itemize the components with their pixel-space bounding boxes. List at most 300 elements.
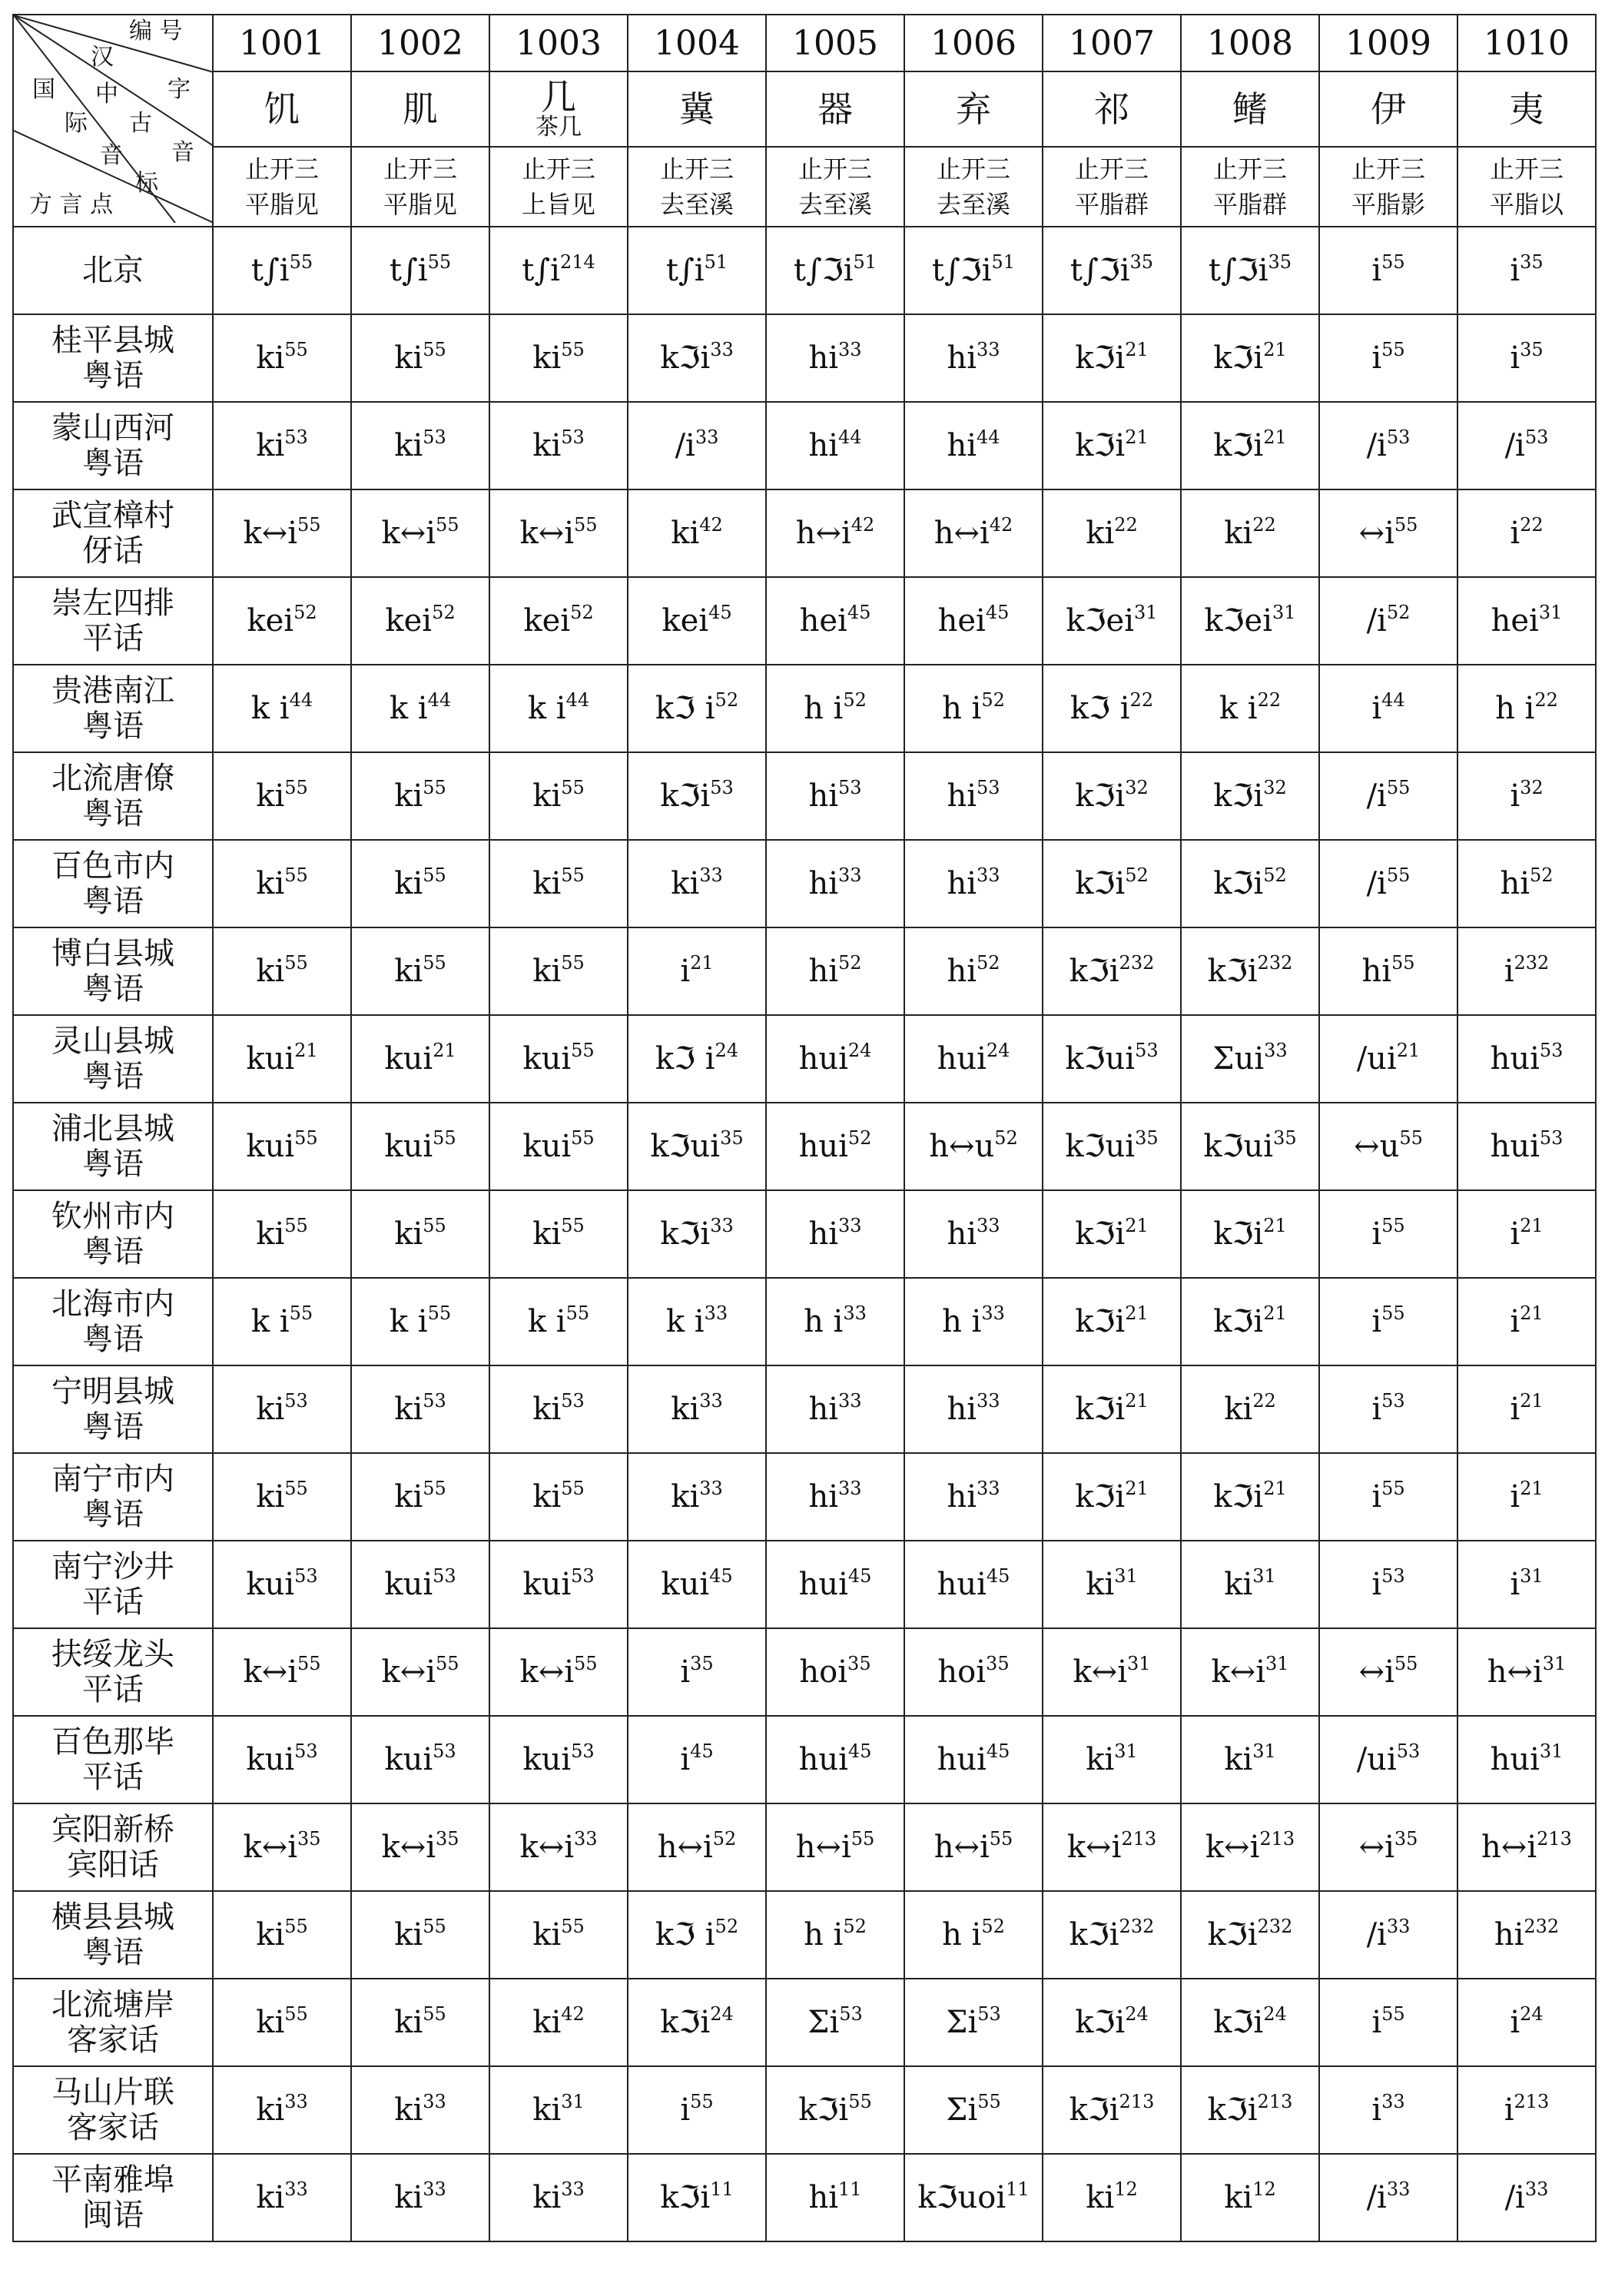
tone-number: 24: [715, 1040, 739, 1061]
column-character-cell: [1181, 71, 1319, 147]
pronunciation-segment: kℑi: [1075, 1304, 1126, 1339]
tone-number: 53: [1381, 1390, 1405, 1412]
tone-number: 35: [436, 1828, 459, 1850]
pronunciation-segment: i: [1510, 2005, 1520, 2040]
pronunciation-segment: kℑi: [1075, 866, 1126, 901]
dialect-location-line: 闽语: [82, 2198, 144, 2233]
middle-chinese-line: 止开三: [383, 154, 457, 184]
tone-number: 44: [977, 426, 1000, 448]
pronunciation-segment: kui: [246, 1742, 295, 1777]
pronunciation-segment: kℑi: [1069, 954, 1119, 989]
tone-number: 213: [1514, 2091, 1550, 2112]
pronunciation-segment: i: [1371, 691, 1382, 726]
pronunciation-cell: [351, 752, 489, 840]
tone-number: 44: [289, 689, 313, 711]
pronunciation-segment: i: [1371, 1392, 1382, 1427]
column-character-cell: [1457, 71, 1596, 147]
tone-number: 35: [986, 1653, 1010, 1674]
dialect-location-line: 平话: [82, 621, 144, 656]
pronunciation-segment: kℑi: [660, 778, 711, 814]
pronunciation-cell: [1319, 2066, 1457, 2154]
pronunciation-cell: [628, 1979, 766, 2066]
middle-chinese-line: 止开三: [936, 154, 1010, 184]
pronunciation-segment: ki: [256, 340, 285, 376]
tone-number: 213: [1257, 2091, 1293, 2112]
middle-chinese-line: 平脂影: [1351, 190, 1425, 219]
pronunciation-cell: [628, 1716, 766, 1803]
tone-number: 55: [284, 1478, 308, 1499]
tone-number: 55: [423, 864, 446, 886]
dialect-location-line: 武宣樟村: [51, 498, 174, 533]
pronunciation-cell: [1319, 1015, 1457, 1103]
column-number-cell: [213, 15, 351, 71]
pronunciation-segment: kℑui: [650, 1129, 721, 1164]
pronunciation-segment: k↔i: [519, 1830, 574, 1865]
tone-number: 24: [710, 2003, 734, 2025]
column-number: 1004: [654, 23, 740, 63]
pronunciation-cell: [766, 227, 904, 314]
column-character-cell: [489, 71, 628, 147]
tone-number: 55: [297, 1653, 321, 1674]
pronunciation-cell: [213, 665, 351, 752]
pronunciation-cell: [351, 2154, 489, 2241]
pronunciation-segment: ki: [394, 1479, 423, 1515]
pronunciation-cell: [213, 1015, 351, 1103]
pronunciation-segment: i: [1510, 778, 1520, 814]
pronunciation-cell: [1457, 1278, 1596, 1365]
pronunciation-cell: [1457, 1628, 1596, 1716]
tone-number: 53: [423, 1390, 446, 1412]
tone-number: 21: [1520, 1302, 1544, 1324]
pronunciation-segment: t∫i: [389, 253, 428, 288]
dialect-location-line: 灵山县城: [51, 1024, 174, 1059]
pronunciation-segment: hui: [1490, 1041, 1540, 1077]
tone-number: 53: [839, 2003, 863, 2025]
pronunciation-cell: [1457, 1541, 1596, 1628]
pronunciation-segment: /i: [1366, 866, 1387, 901]
dialect-location-line: 蒙山西河: [51, 410, 174, 446]
column-character: 饥: [264, 88, 300, 130]
pronunciation-segment: k i: [527, 691, 566, 726]
pronunciation-cell: [213, 1103, 351, 1190]
pronunciation-segment: kℑi: [1213, 866, 1264, 901]
middle-chinese-line: 平脂群: [1212, 190, 1287, 219]
table-row: [13, 1453, 1596, 1541]
tone-number: 33: [1386, 2178, 1411, 2200]
table-row: [13, 1979, 1596, 2066]
pronunciation-cell: [1181, 752, 1319, 840]
tone-number: 53: [1524, 426, 1549, 448]
tone-number: 24: [1520, 2003, 1544, 2025]
tone-number: 55: [1394, 514, 1418, 536]
tone-number: 53: [571, 1565, 595, 1587]
pronunciation-segment: kℑi: [660, 1216, 711, 1252]
pronunciation-cell: [489, 2154, 628, 2241]
dialect-location-cell: [13, 927, 213, 1015]
pronunciation-cell: [766, 1103, 904, 1190]
pronunciation-cell: [1319, 1979, 1457, 2066]
column-number: 1009: [1345, 23, 1431, 63]
pronunciation-cell: [766, 1628, 904, 1716]
pronunciation-cell: [766, 1979, 904, 2066]
tone-number: 45: [985, 602, 1010, 623]
pronunciation-segment: ki: [532, 340, 562, 376]
pronunciation-segment: hi: [947, 778, 977, 814]
pronunciation-segment: h i: [942, 1917, 982, 1953]
pronunciation-cell: [766, 1365, 904, 1453]
tone-number: 44: [427, 689, 452, 711]
pronunciation-cell: [766, 402, 904, 489]
pronunciation-cell: [489, 1015, 628, 1103]
tone-number: 55: [433, 1127, 456, 1149]
pronunciation-segment: kℑ i: [655, 1041, 715, 1077]
pronunciation-segment: hui: [937, 1041, 987, 1077]
pronunciation-segment: ki: [256, 954, 285, 989]
tone-number: 33: [423, 2178, 446, 2200]
tone-number: 55: [848, 2091, 872, 2112]
column-number: 1010: [1484, 23, 1570, 63]
pronunciation-cell: [351, 489, 489, 577]
tone-number: 51: [853, 251, 877, 273]
dialect-location-line: 伢话: [82, 533, 144, 569]
pronunciation-segment: ki: [256, 1216, 285, 1252]
pronunciation-segment: k↔i: [381, 1830, 436, 1865]
pronunciation-segment: ↔i: [1358, 516, 1394, 551]
tone-number: 22: [1534, 689, 1558, 711]
table-row: [13, 1103, 1596, 1190]
pronunciation-cell: [1043, 1015, 1181, 1103]
column-number-cell: [904, 15, 1043, 71]
pronunciation-cell: [766, 577, 904, 665]
pronunciation-segment: kui: [522, 1129, 572, 1164]
tone-number: 53: [561, 426, 585, 448]
pronunciation-segment: i: [1510, 1304, 1520, 1339]
tone-number: 21: [1125, 1478, 1149, 1499]
tone-number: 35: [1135, 1127, 1159, 1149]
pronunciation-segment: ki: [532, 954, 562, 989]
middle-chinese-cell: [766, 147, 904, 227]
tone-number: 55: [423, 1916, 446, 1937]
pronunciation-cell: [904, 1979, 1043, 2066]
pronunciation-segment: ki: [394, 1216, 423, 1252]
dialect-location-line: 客家话: [67, 2022, 159, 2058]
table-row: [13, 1803, 1596, 1891]
pronunciation-segment: ki: [394, 954, 423, 989]
pronunciation-segment: ki: [394, 866, 423, 901]
pronunciation-segment: /ui: [1356, 1742, 1397, 1777]
table-row: [13, 489, 1596, 577]
pronunciation-segment: ki: [256, 1917, 285, 1953]
pronunciation-segment: kℑi: [1069, 1917, 1119, 1953]
dialect-location-cell: [13, 1103, 213, 1190]
tone-number: 35: [297, 1828, 321, 1850]
pronunciation-segment: hi: [808, 954, 838, 989]
pronunciation-cell: [628, 1103, 766, 1190]
pronunciation-segment: /ui: [1356, 1041, 1397, 1077]
tone-number: 33: [284, 2091, 308, 2112]
tone-number: 232: [1119, 1916, 1155, 1937]
table-row: [13, 1278, 1596, 1365]
tone-number: 55: [989, 1828, 1013, 1850]
tone-number: 12: [1114, 2178, 1138, 2200]
pronunciation-segment: i: [1510, 253, 1520, 288]
pronunciation-segment: ki: [671, 866, 700, 901]
pronunciation-segment: hi: [808, 1479, 838, 1515]
tone-number: 31: [1520, 1565, 1544, 1587]
pronunciation-segment: ↔i: [1358, 1830, 1394, 1865]
tone-number: 11: [838, 2178, 862, 2200]
pronunciation-segment: kℑi: [1213, 340, 1264, 376]
dialect-location-line: 平南雅埠: [51, 2162, 174, 2198]
tone-number: 31: [1538, 602, 1563, 623]
pronunciation-segment: h↔i: [1487, 1654, 1543, 1690]
pronunciation-cell: [1043, 1365, 1181, 1453]
pronunciation-segment: h↔i: [657, 1830, 713, 1865]
pronunciation-segment: h↔i: [933, 516, 990, 551]
pronunciation-cell: [351, 1278, 489, 1365]
pronunciation-segment: t∫i: [250, 253, 290, 288]
pronunciation-segment: hi: [947, 1216, 977, 1252]
column-character: 几: [541, 76, 576, 118]
pronunciation-segment: h↔u: [929, 1129, 995, 1164]
pronunciation-segment: hei: [799, 603, 847, 639]
middle-chinese-line: 止开三: [659, 154, 734, 184]
pronunciation-segment: kℑi: [1075, 1479, 1126, 1515]
dialect-location-line: 宾阳话: [67, 1847, 159, 1883]
pronunciation-cell: [213, 227, 351, 314]
pronunciation-cell: [766, 927, 904, 1015]
header-row-middle-chinese: [13, 147, 1596, 227]
tone-number: 55: [1381, 339, 1405, 360]
pronunciation-cell: [904, 840, 1043, 927]
pronunciation-cell: [628, 1453, 766, 1541]
pronunciation-segment: kℑi: [1213, 2005, 1264, 2040]
pronunciation-cell: [1043, 840, 1181, 927]
pronunciation-segment: kℑui: [1065, 1041, 1136, 1077]
column-number-cell: [1181, 15, 1319, 71]
pronunciation-cell: [1043, 1541, 1181, 1628]
tone-number: 52: [981, 1916, 1005, 1937]
pronunciation-cell: [351, 1103, 489, 1190]
tone-number: 33: [838, 339, 862, 360]
pronunciation-cell: [628, 1015, 766, 1103]
tone-number: 52: [994, 1127, 1018, 1149]
column-character: 伊: [1371, 88, 1406, 130]
pronunciation-segment: i: [1504, 954, 1514, 989]
tone-number: 55: [571, 1040, 595, 1061]
pronunciation-segment: hui: [798, 1567, 848, 1602]
dialect-location-line: 浦北县城: [51, 1111, 174, 1146]
pronunciation-cell: [489, 1190, 628, 1278]
pronunciation-cell: [1457, 227, 1596, 314]
pronunciation-segment: hi: [808, 778, 838, 814]
tone-number: 55: [1386, 864, 1411, 886]
dialect-location-line: 北京: [82, 253, 144, 288]
pronunciation-cell: [213, 1453, 351, 1541]
tone-number: 52: [1125, 864, 1149, 886]
middle-chinese-line: 止开三: [521, 154, 595, 184]
tone-number: 52: [1386, 602, 1411, 623]
tone-number: 55: [1391, 952, 1415, 974]
middle-chinese-line: 止开三: [244, 154, 319, 184]
dialect-location-cell: [13, 1015, 213, 1103]
pronunciation-segment: /i: [1366, 778, 1387, 814]
dialect-location-line: 宁明县城: [51, 1374, 174, 1409]
tone-number: 52: [432, 602, 456, 623]
pronunciation-segment: kℑui: [1065, 1129, 1136, 1164]
dialect-location-line: 粤语: [82, 1146, 144, 1182]
middle-chinese-line: 止开三: [1074, 154, 1149, 184]
pronunciation-cell: [351, 1190, 489, 1278]
pronunciation-segment: i: [1510, 1392, 1520, 1427]
header-row-characters: [13, 71, 1596, 147]
tone-number: 55: [561, 777, 585, 798]
pronunciation-segment: kℑuoi: [917, 2180, 1006, 2215]
tone-number: 45: [986, 1565, 1010, 1587]
pronunciation-cell: [351, 1541, 489, 1628]
pronunciation-cell: [1043, 1979, 1181, 2066]
tone-number: 45: [847, 1740, 872, 1762]
pronunciation-cell: [489, 927, 628, 1015]
tone-number: 53: [561, 1390, 585, 1412]
pronunciation-cell: [1319, 2154, 1457, 2241]
pronunciation-cell: [213, 1278, 351, 1365]
table-row: [13, 1628, 1596, 1716]
corner-label-yin: 音: [171, 139, 194, 166]
pronunciation-cell: [1457, 927, 1596, 1015]
dialect-location-line: 扶绥龙头: [51, 1637, 174, 1672]
pronunciation-cell: [1457, 1979, 1596, 2066]
tone-number: 55: [294, 1127, 318, 1149]
pronunciation-cell: [1457, 1103, 1596, 1190]
tone-number: 55: [561, 952, 585, 974]
middle-chinese-cell: [1319, 147, 1457, 227]
pronunciation-segment: ki: [532, 2005, 562, 2040]
pronunciation-cell: [489, 1891, 628, 1979]
corner-label-guo: 国: [32, 76, 55, 103]
tone-number: 35: [1268, 251, 1292, 273]
pronunciation-cell: [351, 1979, 489, 2066]
corner-label-biao: 标: [135, 170, 158, 197]
pronunciation-cell: [766, 2066, 904, 2154]
pronunciation-cell: [766, 1803, 904, 1891]
tone-number: 33: [1381, 2091, 1405, 2112]
pronunciation-segment: ki: [394, 2005, 423, 2040]
pronunciation-segment: i: [1371, 2005, 1382, 2040]
pronunciation-segment: kℑi: [1075, 340, 1126, 376]
pronunciation-segment: i: [1510, 1216, 1520, 1252]
pronunciation-segment: kei: [247, 603, 294, 639]
middle-chinese-line: 去至溪: [798, 190, 872, 219]
tone-number: 42: [989, 514, 1013, 536]
tone-number: 33: [561, 2178, 585, 2200]
tone-number: 55: [561, 1215, 585, 1236]
pronunciation-segment: Σi: [946, 2092, 978, 2128]
pronunciation-cell: [1457, 1716, 1596, 1803]
pronunciation-cell: [904, 1190, 1043, 1278]
pronunciation-segment: kei: [385, 603, 433, 639]
tone-number: 52: [570, 602, 594, 623]
pronunciation-cell: [1319, 227, 1457, 314]
pronunciation-cell: [1457, 577, 1596, 665]
tone-number: 21: [1263, 1215, 1287, 1236]
dialect-pronunciation-table: [12, 14, 1597, 2242]
tone-number: 21: [1396, 1040, 1421, 1061]
pronunciation-segment: hei: [937, 603, 986, 639]
column-number-cell: [1319, 15, 1457, 71]
column-number-cell: [766, 15, 904, 71]
pronunciation-cell: [904, 402, 1043, 489]
tone-number: 53: [1381, 1565, 1405, 1587]
dialect-location-line: 粤语: [82, 1409, 144, 1445]
tone-number: 33: [838, 1478, 862, 1499]
pronunciation-cell: [904, 489, 1043, 577]
tone-number: 55: [561, 339, 585, 360]
dialect-location-cell: [13, 1803, 213, 1891]
tone-number: 52: [847, 1127, 872, 1149]
pronunciation-segment: ↔u: [1354, 1129, 1400, 1164]
tone-number: 21: [1125, 1302, 1149, 1324]
pronunciation-cell: [628, 840, 766, 927]
tone-number: 55: [297, 514, 321, 536]
pronunciation-cell: [489, 1541, 628, 1628]
pronunciation-cell: [1181, 1453, 1319, 1541]
table-row: [13, 1015, 1596, 1103]
pronunciation-cell: [1457, 1190, 1596, 1278]
tone-number: 213: [1259, 1828, 1295, 1850]
tone-number: 33: [838, 1390, 862, 1412]
pronunciation-segment: kui: [522, 1742, 572, 1777]
dialect-location-line: 博白县城: [51, 936, 174, 971]
pronunciation-segment: hui: [937, 1742, 987, 1777]
pronunciation-cell: [1181, 2154, 1319, 2241]
pronunciation-segment: ki: [532, 428, 562, 463]
column-character: 鳍: [1232, 88, 1268, 130]
dialect-location-cell: [13, 752, 213, 840]
pronunciation-segment: ki: [532, 2180, 562, 2215]
pronunciation-cell: [489, 1453, 628, 1541]
tone-number: 22: [1252, 514, 1276, 536]
pronunciation-cell: [489, 1103, 628, 1190]
pronunciation-cell: [489, 1278, 628, 1365]
tone-number: 55: [561, 1478, 585, 1499]
tone-number: 52: [293, 602, 317, 623]
pronunciation-cell: [1457, 402, 1596, 489]
dialect-location-line: 粤语: [82, 1059, 144, 1094]
pronunciation-segment: ki: [1224, 2180, 1253, 2215]
column-character-cell: [628, 71, 766, 147]
pronunciation-cell: [489, 1365, 628, 1453]
table-row: [13, 1365, 1596, 1453]
pronunciation-segment: ki: [256, 1392, 285, 1427]
pronunciation-cell: [1181, 1103, 1319, 1190]
tone-number: 232: [1524, 1916, 1560, 1937]
pronunciation-cell: [1181, 227, 1319, 314]
pronunciation-segment: ki: [532, 1216, 562, 1252]
tone-number: 52: [715, 689, 739, 711]
dialect-location-line: 粤语: [82, 1935, 144, 1970]
pronunciation-segment: i: [1510, 1479, 1520, 1515]
pronunciation-cell: [351, 1891, 489, 1979]
pronunciation-cell: [628, 927, 766, 1015]
pronunciation-segment: ki: [256, 1479, 285, 1515]
pronunciation-cell: [1319, 1803, 1457, 1891]
dialect-location-line: 马山片联: [51, 2075, 174, 2110]
middle-chinese-cell: [1043, 147, 1181, 227]
pronunciation-cell: [489, 489, 628, 577]
pronunciation-cell: [489, 665, 628, 752]
pronunciation-segment: ki: [1224, 1742, 1253, 1777]
